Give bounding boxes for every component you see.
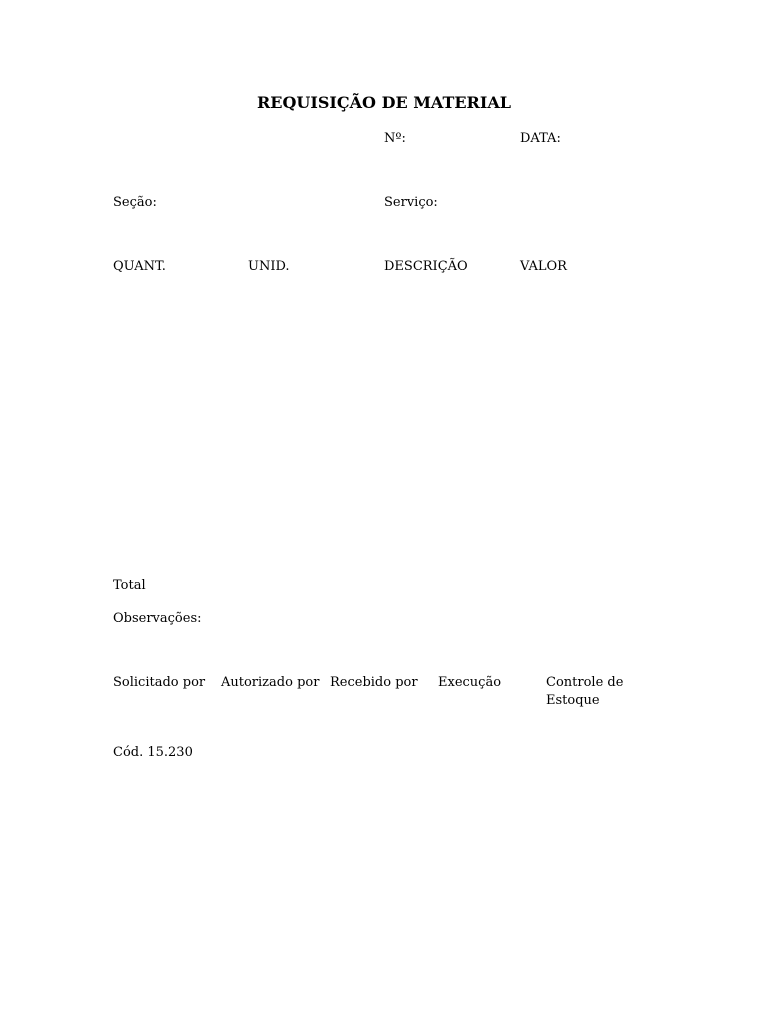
observations-label: Observações: xyxy=(113,611,202,626)
form-code: Cód. 15.230 xyxy=(113,745,193,760)
column-header-quantity: QUANT. xyxy=(113,259,166,274)
date-label: DATA: xyxy=(520,131,561,146)
column-header-unit: UNID. xyxy=(248,259,290,274)
signature-requested-by: Solicitado por xyxy=(113,675,206,690)
total-label: Total xyxy=(113,578,146,593)
form-title: REQUISIÇÃO DE MATERIAL xyxy=(257,93,511,112)
number-label: Nº: xyxy=(384,131,406,146)
signature-execution: Execução xyxy=(438,675,502,690)
column-header-value: VALOR xyxy=(520,259,567,274)
signature-authorized-by: Autorizado por xyxy=(221,675,320,690)
signature-stock-control: Controle de Estoque xyxy=(546,675,624,708)
column-header-description: DESCRIÇÃO xyxy=(384,259,468,274)
section-label: Seção: xyxy=(113,195,157,210)
service-label: Serviço: xyxy=(384,195,438,210)
signature-received-by: Recebido por xyxy=(330,675,418,690)
